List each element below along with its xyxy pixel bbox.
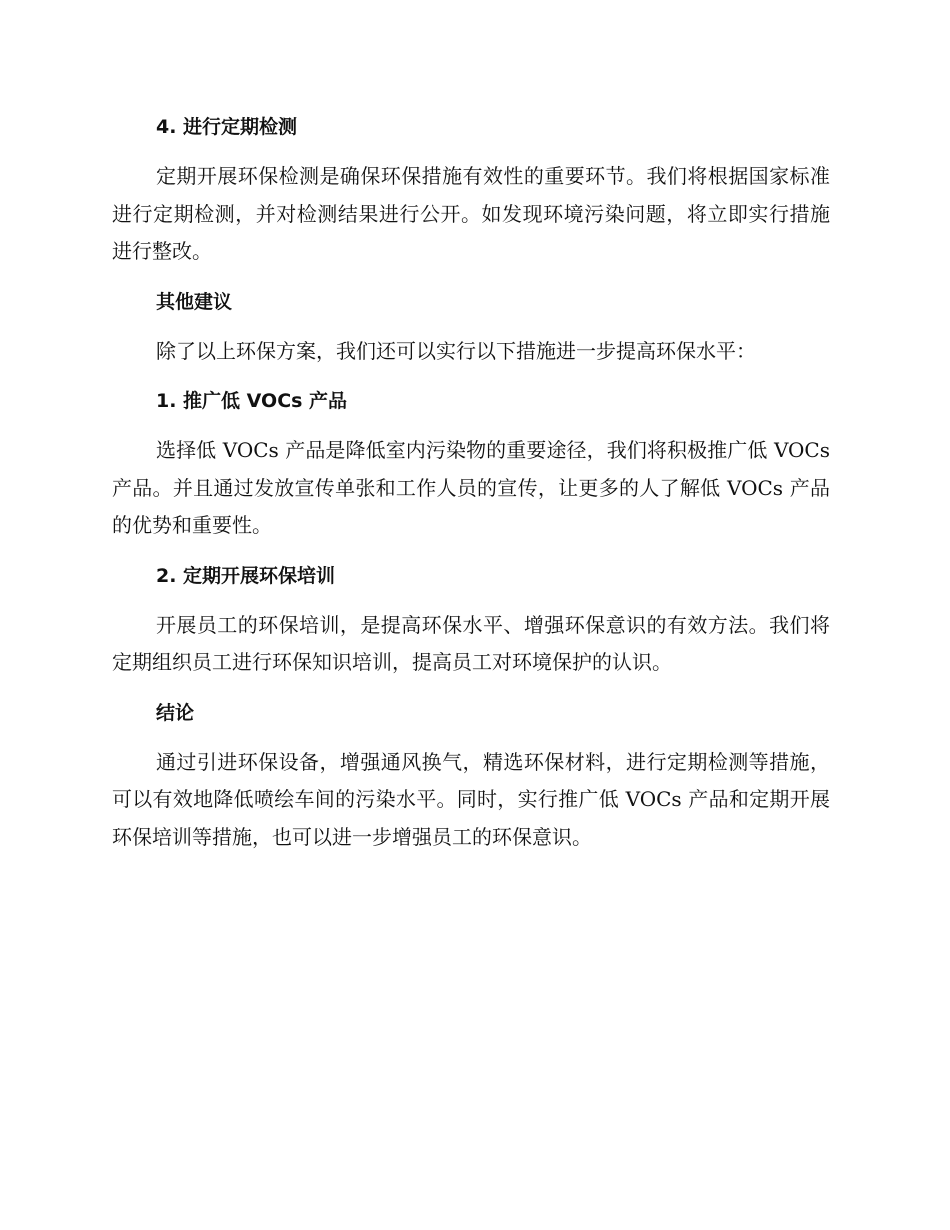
section-heading-conclusion: 结论	[156, 701, 195, 724]
paragraph-other-suggestions: 除了以上环保方案，我们还可以实行以下措施进一步提高环保水平：	[156, 338, 756, 363]
paragraph-low-vocs: 选择低 VOCs 产品是降低室内污染物的重要途径，我们将积极推广低 VOCs 产品。并且通过发放宣传单张和工作人员的宣传，让更多的人了解低 VOCs 产品的优势和重要性。	[112, 438, 830, 537]
document-page	[112, 110, 830, 870]
paragraph-periodic-testing: 定期开展环保检测是确保环保措施有效性的重要环节。我们将根据国家标准进行定期检测，并对检测结果进行公开。如发现环境污染问题，将立即实行措施进行整改。	[112, 164, 830, 263]
paragraph-conclusion: 通过引进环保设备，增强通风换气，精选环保材料，进行定期检测等措施，可以有效地降低喷绘车间的污染水平。同时，实行推广低 VOCs 产品和定期开展环保培训等措施，也可以进一步增强员工的环保意识。	[112, 749, 830, 849]
section-heading-training: 2. 定期开展环保培训	[156, 564, 336, 587]
paragraph-training: 开展员工的环保培训，是提高环保水平、增强环保意识的有效方法。我们将定期组织员工进行环保知识培训，提高员工对环境保护的认识。	[112, 612, 830, 674]
section-heading-other-suggestions: 其他建议	[156, 290, 233, 313]
section-heading-low-vocs: 1. 推广低 VOCs 产品	[156, 390, 348, 412]
section-heading-periodic-testing: 4. 进行定期检测	[156, 116, 298, 138]
